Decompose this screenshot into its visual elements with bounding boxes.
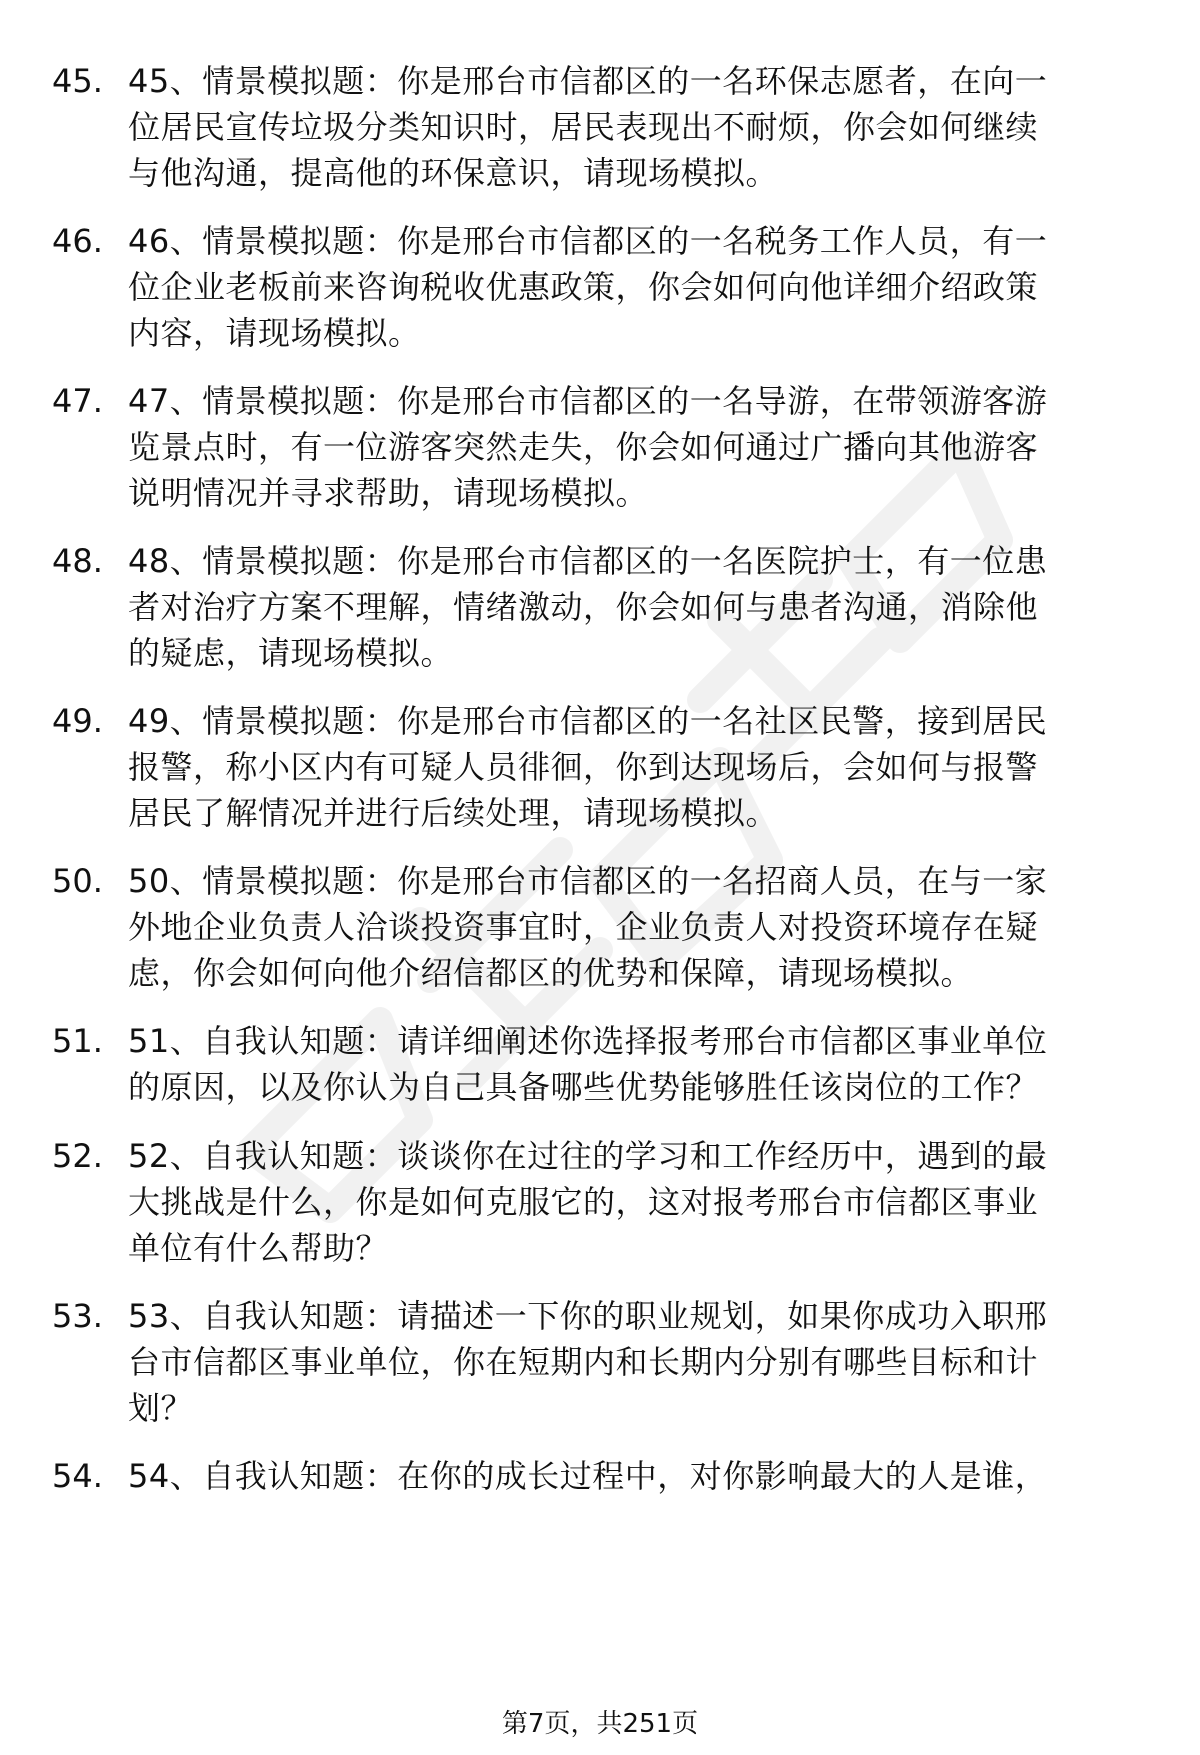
question-line: 51、自我认知题：请详细阐述你选择报考邢台市信都区事业单位 <box>128 1022 1048 1060</box>
question-line: 与他沟通，提高他的环保意识，请现场模拟。 <box>128 154 779 192</box>
question-line: 49、情景模拟题：你是邢台市信都区的一名社区民警，接到居民 <box>128 702 1048 740</box>
question-number: 48. <box>52 542 103 580</box>
question-number: 47. <box>52 382 103 420</box>
question-line: 53、自我认知题：请描述一下你的职业规划，如果你成功入职邢 <box>128 1297 1048 1335</box>
question-line: 虑，你会如何向他介绍信都区的优势和保障，请现场模拟。 <box>128 954 974 992</box>
question-line: 的疑虑，请现场模拟。 <box>128 634 454 672</box>
question-text <box>128 58 1148 196</box>
question-line: 居民了解情况并进行后续处理，请现场模拟。 <box>128 794 779 832</box>
question-line: 者对治疗方案不理解，情绪激动，你会如何与患者沟通，消除他 <box>128 588 1039 626</box>
question-number: 52. <box>52 1137 103 1175</box>
question-line: 47、情景模拟题：你是邢台市信都区的一名导游，在带领游客游 <box>128 382 1048 420</box>
question-number: 49. <box>52 702 103 740</box>
question-text <box>128 538 1148 676</box>
question-text <box>128 1453 1148 1499</box>
question-text <box>128 1018 1148 1110</box>
question-text <box>128 218 1148 356</box>
page-footer: 第7页，共251页 <box>501 1709 699 1739</box>
question-line: 单位有什么帮助？ <box>128 1229 389 1267</box>
question-line: 说明情况并寻求帮助，请现场模拟。 <box>128 474 649 512</box>
question-number: 51. <box>52 1022 103 1060</box>
question-number: 54. <box>52 1457 103 1495</box>
question-number: 50. <box>52 862 103 900</box>
question-line: 52、自我认知题：谈谈你在过往的学习和工作经历中，遇到的最 <box>128 1137 1048 1175</box>
question-number: 46. <box>52 222 103 260</box>
question-number: 45. <box>52 62 103 100</box>
question-line: 50、情景模拟题：你是邢台市信都区的一名招商人员，在与一家 <box>128 862 1048 900</box>
question-line: 览景点时，有一位游客突然走失，你会如何通过广播向其他游客 <box>128 428 1039 466</box>
question-line: 内容，请现场模拟。 <box>128 314 421 352</box>
question-line: 46、情景模拟题：你是邢台市信都区的一名税务工作人员，有一 <box>128 222 1048 260</box>
question-line: 大挑战是什么，你是如何克服它的，这对报考邢台市信都区事业 <box>128 1183 1039 1221</box>
question-line: 台市信都区事业单位，你在短期内和长期内分别有哪些目标和计 <box>128 1343 1039 1381</box>
question-text <box>128 858 1148 996</box>
question-text <box>128 1133 1148 1271</box>
question-text <box>128 698 1148 836</box>
question-line: 报警，称小区内有可疑人员徘徊，你到达现场后，会如何与报警 <box>128 748 1039 786</box>
question-line: 45、情景模拟题：你是邢台市信都区的一名环保志愿者，在向一 <box>128 62 1048 100</box>
question-text <box>128 1293 1148 1431</box>
question-line: 的原因，以及你认为自己具备哪些优势能够胜任该岗位的工作？ <box>128 1068 1039 1106</box>
question-number: 53. <box>52 1297 103 1335</box>
question-line: 划？ <box>128 1389 194 1427</box>
question-line: 54、自我认知题：在你的成长过程中，对你影响最大的人是谁， <box>128 1457 1048 1495</box>
question-text <box>128 378 1148 516</box>
question-line: 位居民宣传垃圾分类知识时，居民表现出不耐烦，你会如何继续 <box>128 108 1039 146</box>
question-line: 48、情景模拟题：你是邢台市信都区的一名医院护士，有一位患 <box>128 542 1048 580</box>
question-line: 位企业老板前来咨询税收优惠政策，你会如何向他详细介绍政策 <box>128 268 1039 306</box>
question-line: 外地企业负责人洽谈投资事宜时，企业负责人对投资环境存在疑 <box>128 908 1039 946</box>
